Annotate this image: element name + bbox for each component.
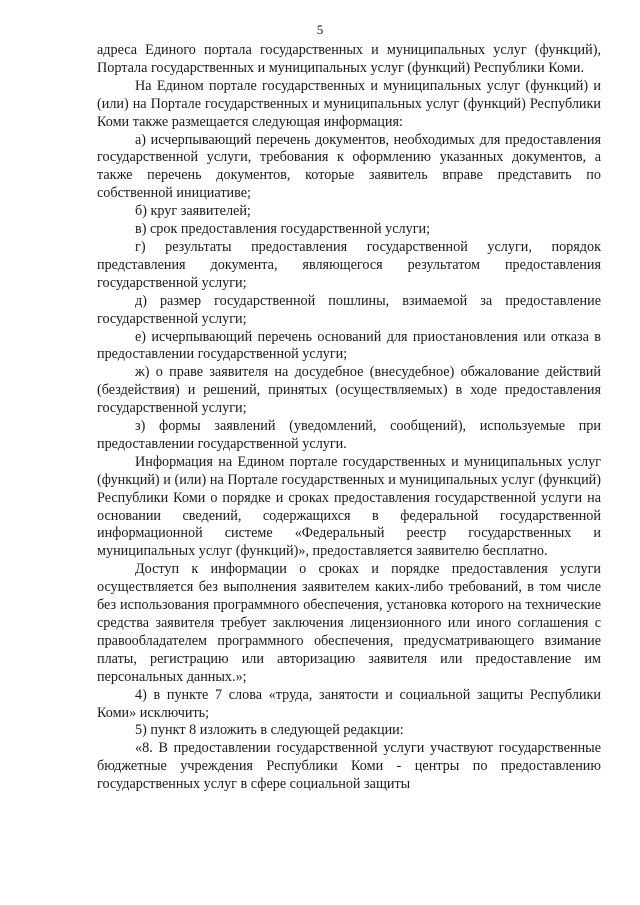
- document-body: [97, 42, 601, 794]
- list-item: з) формы заявлений (уведомлений, сообщений), используемые при предоставлении государственной услуги.: [97, 418, 601, 452]
- list-item: е) исчерпывающий перечень оснований для приостановления или отказа в предоставлении государственной услуги;: [97, 328, 601, 363]
- list-item: г) результаты предоставления государственной услуги, порядок представления документа, являющегося результатом предоставления государственной услуги;: [97, 238, 601, 291]
- list-item: 5) пункт 8 изложить в следующей редакции:: [135, 722, 404, 739]
- list-item: ж) о праве заявителя на досудебное (внесудебное) обжалование действий (бездействия) и решений, принятых (осуществляемых) в ходе предоставления государственной услуги;: [97, 364, 601, 417]
- paragraph: На Едином портале государственных и муниципальных услуг (функций) и (или) на Портале государственных и муниципальных услуг (функций) Республики Коми также размещается следующая информация:: [97, 77, 601, 130]
- paragraph: адреса Единого портала государственных и муниципальных услуг (функций), Портала государственных и муниципальных услуг (функций) Республики Коми.: [97, 42, 601, 76]
- paragraph: «8. В предоставлении государственной услуги участвуют государственные бюджетные учреждения Республики Коми - центры по предоставлению государственных услуг в сфере социальной защиты: [97, 740, 601, 793]
- page-number: 5: [316, 22, 324, 37]
- list-item: б) круг заявителей;: [135, 203, 251, 220]
- list-item: а) исчерпывающий перечень документов, необходимых для предоставления государственной услуги, требования к оформлению указанных документов, а также перечень документов, которые заявитель вправе представить по собственной инициативе;: [97, 131, 601, 202]
- list-item: 4) в пункте 7 слова «труда, занятости и социальной защиты Республики Коми» исключить;: [97, 686, 601, 721]
- list-item: в) срок предоставления государственной услуги;: [135, 221, 431, 238]
- paragraph: Доступ к информации о сроках и порядке предоставления услуги осуществляется без выполнения заявителем каких-либо требований, в том числе без использования программного обеспечения, установка которого на технические средства заявителя требует заключения лицензионного или иного соглашения с правообладателем программного обеспечения, предусматривающего взимание платы, регистрацию или авторизацию заявителя или предоставление им персональных данных.»;: [97, 561, 601, 685]
- list-item: д) размер государственной пошлины, взимаемой за предоставление государственной услуги;: [97, 292, 601, 327]
- paragraph: Информация на Едином портале государственных и муниципальных услуг (функций) и (или) на Портале государственных и муниципальных услуг (функций) Республики Коми о порядке и сроках предоставления государственной услуги на основании сведений, содержащихся в федеральной государственной информационной системе «Федеральный реестр государственных и муниципальных услуг (функций)», предоставляется заявителю бесплатно.: [97, 453, 601, 560]
